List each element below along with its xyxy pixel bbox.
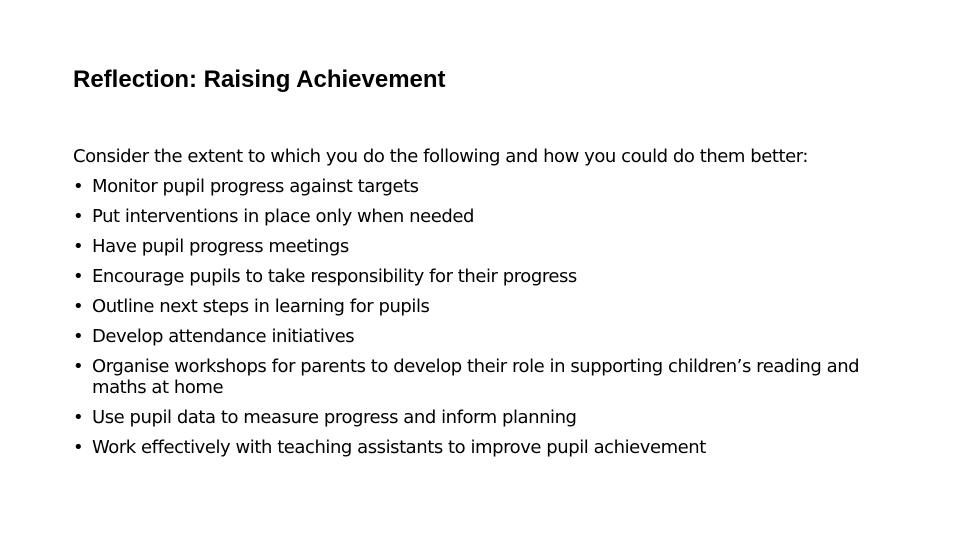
list-item <box>73 356 863 398</box>
bullet-icon: • <box>73 437 84 458</box>
bullet-icon: • <box>73 206 84 227</box>
list-item-text: Outline next steps in learning for pupils <box>92 296 430 317</box>
slide-title: Reflection: Raising Achievement <box>73 66 446 93</box>
list-item <box>73 266 863 287</box>
list-item-text: Have pupil progress meetings <box>92 236 349 257</box>
list-item-text: Develop attendance initiatives <box>92 326 355 347</box>
list-item <box>73 296 863 317</box>
list-item <box>73 176 863 197</box>
list-item-text: Monitor pupil progress against targets <box>92 176 419 197</box>
bullet-icon: • <box>73 236 84 257</box>
bullet-list <box>73 176 863 458</box>
list-item-text: Work effectively with teaching assistants to improve pupil achievement <box>92 437 706 458</box>
list-item <box>73 206 863 227</box>
list-item-text: Put interventions in place only when needed <box>92 206 474 227</box>
list-item-text: Organise workshops for parents to develop their role in supporting children’s reading and maths at home <box>92 356 860 398</box>
list-item <box>73 407 863 428</box>
list-item <box>73 437 863 458</box>
list-item <box>73 326 863 347</box>
intro-text: Consider the extent to which you do the following and how you could do them better: <box>73 146 808 167</box>
bullet-icon: • <box>73 176 84 197</box>
list-item-text: Encourage pupils to take responsibility for their progress <box>92 266 577 287</box>
bullet-icon: • <box>73 266 84 287</box>
bullet-icon: • <box>73 296 84 317</box>
list-item-text: Use pupil data to measure progress and inform planning <box>92 407 577 428</box>
bullet-icon: • <box>73 356 84 377</box>
slide-body <box>73 146 863 467</box>
bullet-icon: • <box>73 326 84 347</box>
bullet-icon: • <box>73 407 84 428</box>
list-item <box>73 236 863 257</box>
